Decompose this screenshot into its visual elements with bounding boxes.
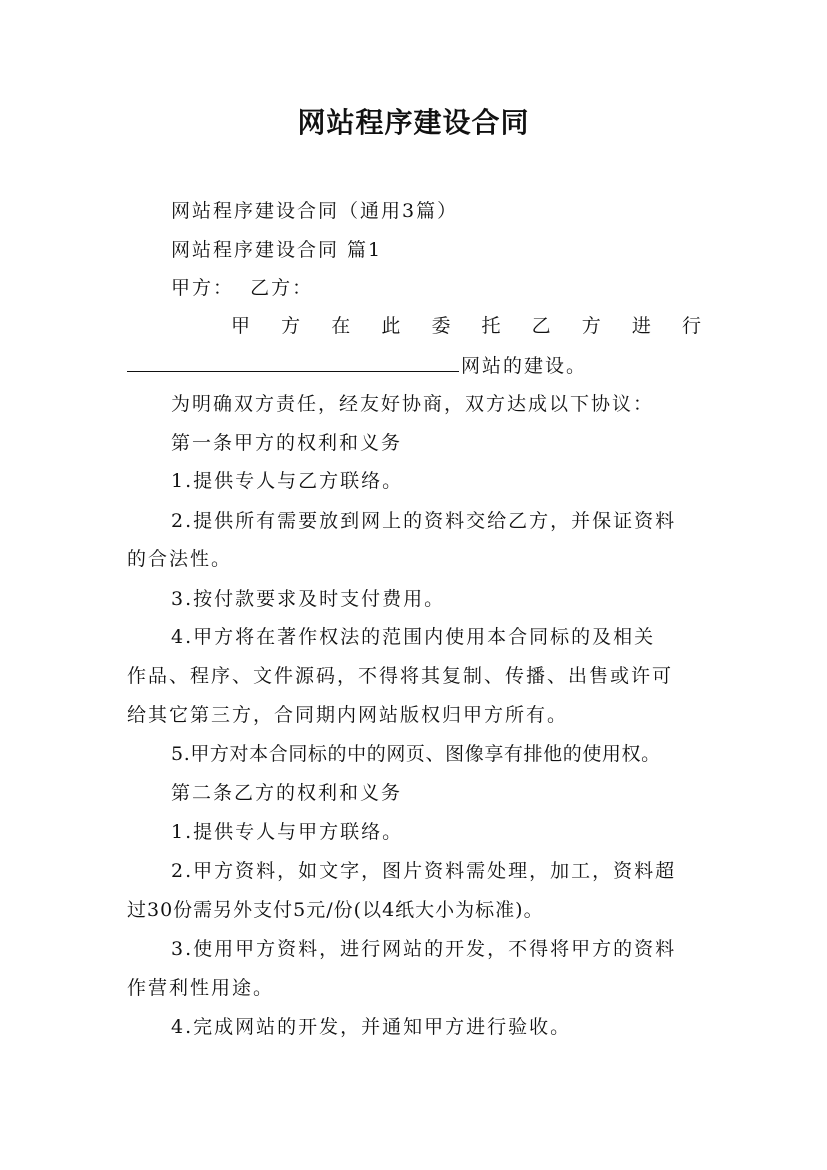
a2-item4: 4.完成网站的开发，并通知甲方进行验收。 (171, 1016, 572, 1038)
document-title: 网站程序建设合同 (297, 106, 530, 139)
commission-char: 方 (581, 315, 601, 337)
a2-item2-line2: 过30份需另外支付5元/份(以4纸大小为标准)。 (127, 899, 544, 921)
a1-item4-line1: 4.甲方将在著作权法的范围内使用本合同标的及相关 (171, 626, 656, 648)
commission-tail-line (127, 351, 587, 380)
article1-heading: 第一条甲方的权利和义务 (171, 432, 403, 454)
article2-heading: 第二条乙方的权利和义务 (171, 782, 403, 804)
a2-item2-line1: 2.甲方资料，如文字，图片资料需处理，加工，资料超 (171, 860, 677, 882)
a1-item5: 5.甲方对本合同标的中的网页、图像享有排他的使用权。 (171, 743, 661, 765)
a2-item3-line2: 作营利性用途。 (127, 977, 275, 999)
a1-item2-line1: 2.提供所有需要放到网上的资料交给乙方，并保证资料 (171, 510, 677, 532)
commission-char: 托 (481, 315, 501, 337)
subtitle: 网站程序建设合同（通用3篇） (171, 200, 459, 222)
commission-char: 在 (331, 315, 351, 337)
a1-item4-line2: 作品、程序、文件源码，不得将其复制、传播、出售或许可 (127, 665, 674, 687)
commission-line (231, 312, 701, 340)
commission-char: 进 (631, 315, 651, 337)
a1-item2-line2: 的合法性。 (127, 548, 233, 570)
commission-char: 行 (681, 315, 701, 337)
commission-char: 委 (431, 315, 451, 337)
a2-item3-line1: 3.使用甲方资料，进行网站的开发，不得将甲方的资料 (171, 938, 677, 960)
parties-line: 甲方： 乙方： (171, 277, 314, 299)
blank-underline (127, 351, 459, 372)
a2-item1: 1.提供专人与甲方联络。 (171, 821, 404, 843)
section-heading: 网站程序建设合同 篇1 (171, 239, 383, 261)
intro: 为明确双方责任，经友好协商，双方达成以下协议： (171, 393, 655, 415)
commission-char: 乙 (531, 315, 551, 337)
a1-item4-line3: 给其它第三方，合同期内网站版权归甲方所有。 (127, 704, 569, 726)
commission-char: 甲 (231, 315, 251, 337)
commission-char: 此 (381, 315, 401, 337)
commission-tail: 网站的建设。 (461, 355, 588, 377)
a1-item1: 1.提供专人与乙方联络。 (171, 470, 404, 492)
a1-item3: 3.按付款要求及时支付费用。 (171, 588, 446, 610)
commission-char: 方 (281, 315, 301, 337)
